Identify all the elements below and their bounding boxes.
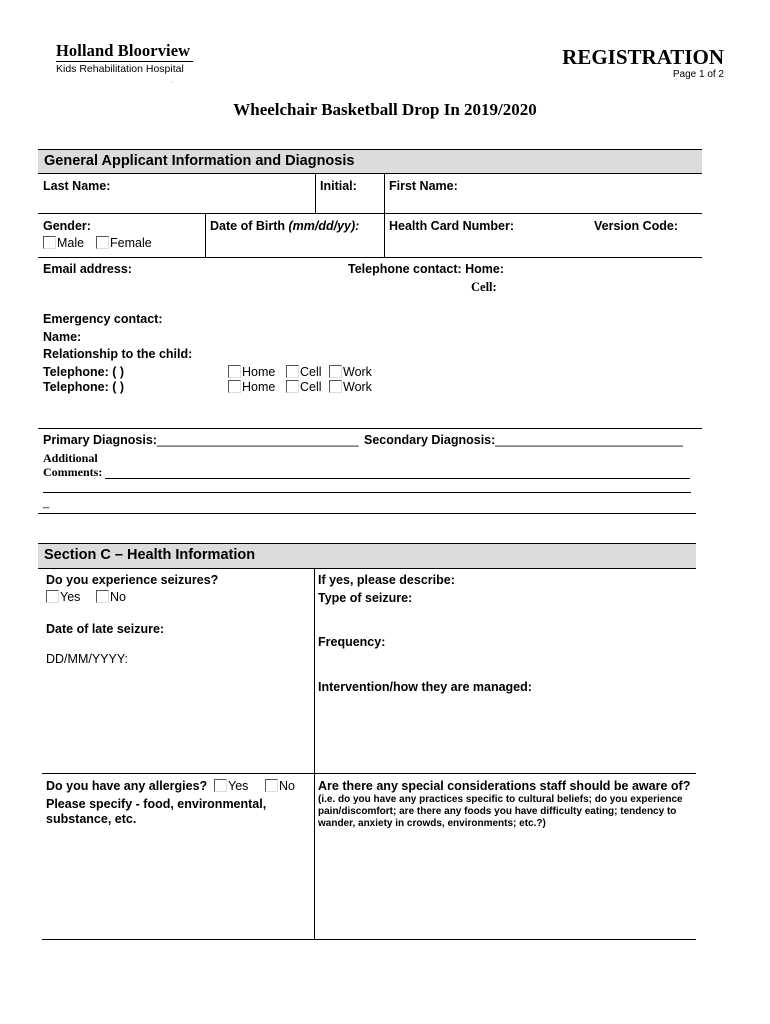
logo-name: Holland Bloorview (56, 41, 191, 60)
telephone-label: Telephone: (43, 380, 109, 394)
checkbox[interactable] (228, 380, 241, 393)
option-label: Yes (228, 779, 249, 793)
logo-dot: · (171, 80, 173, 86)
initial-field[interactable]: Initial: (320, 179, 357, 193)
telephone-label: Telephone: (43, 365, 109, 379)
checkbox[interactable] (329, 365, 342, 378)
checkbox[interactable] (228, 365, 241, 378)
phone1-work-option[interactable] (329, 365, 372, 379)
divider (42, 939, 696, 940)
telephone-home-field[interactable]: Telephone contact: Home: (348, 262, 505, 276)
phone1-cell-option[interactable] (286, 365, 322, 379)
dob-label: Date of Birth (210, 219, 289, 233)
option-label: Home (242, 365, 276, 379)
checkbox[interactable] (214, 779, 227, 792)
intervention-field[interactable]: Intervention/how they are managed: (318, 680, 532, 694)
allergies-question: Do you have any allergies? (46, 779, 208, 793)
cell-field[interactable]: Cell: (471, 280, 497, 294)
phone1-home-option[interactable] (228, 365, 275, 379)
divider (38, 513, 696, 514)
checkbox[interactable] (329, 380, 342, 393)
special-considerations-question[interactable]: Are there any special considerations staff should be aware of? (318, 779, 691, 793)
primary-diagnosis-label: Primary Diagnosis: (43, 433, 157, 447)
divider (38, 543, 696, 544)
relationship-field[interactable]: Relationship to the child: (43, 347, 193, 361)
frequency-field[interactable]: Frequency: (318, 635, 386, 649)
comments-label: Comments: (43, 465, 103, 479)
divider (314, 568, 315, 940)
emergency-name-field[interactable]: Name: (43, 330, 82, 344)
female-option[interactable] (96, 236, 152, 250)
version-code-field[interactable]: Version Code: (594, 219, 679, 233)
divider (205, 213, 206, 257)
divider (315, 173, 316, 213)
option-label: Cell (300, 380, 322, 394)
male-option[interactable] (43, 236, 84, 250)
additional-label: Additional (43, 451, 98, 465)
if-yes-label: If yes, please describe: (318, 573, 455, 587)
checkbox[interactable] (286, 365, 299, 378)
emergency-contact-label: Emergency contact: (43, 312, 163, 326)
female-checkbox[interactable] (96, 236, 109, 249)
comments-line[interactable] (43, 492, 691, 493)
divider (42, 773, 696, 774)
option-label: Work (343, 380, 372, 394)
section-heading-general: General Applicant Information and Diagnosis (38, 150, 702, 173)
allergies-no-option[interactable] (265, 779, 295, 793)
special-considerations-note: (i.e. do you have any practices specific to cultural beliefs; do you experience pain/discomfort; are there any foods you have difficulty eating; tendency to wander, anxiety in crowds, environments; etc.?) (318, 794, 683, 829)
logo-divider (56, 61, 193, 62)
primary-diagnosis-line: _____________________________ (156, 433, 359, 447)
comments-line[interactable] (105, 478, 690, 479)
divider (38, 213, 702, 214)
first-name-field[interactable]: First Name: (389, 179, 458, 193)
primary-diagnosis-field[interactable] (43, 433, 359, 447)
female-label: Female (110, 236, 152, 250)
section-heading-health: Section C – Health Information (38, 544, 696, 568)
divider (38, 568, 696, 569)
male-checkbox[interactable] (43, 236, 56, 249)
secondary-diagnosis-label: Secondary Diagnosis: (364, 433, 496, 447)
option-label: Home (242, 380, 276, 394)
email-field[interactable]: Email address: (43, 262, 132, 276)
option-label: Cell (300, 365, 322, 379)
allergies-specify-field[interactable]: Please specify - food, environmental, substance, etc. (46, 797, 267, 826)
phone2-home-option[interactable] (228, 380, 275, 394)
option-label: No (110, 590, 126, 604)
date-late-seizure-field[interactable]: Date of late seizure: (46, 622, 165, 636)
checkbox[interactable] (96, 590, 109, 603)
last-name-field[interactable]: Last Name: (43, 179, 111, 193)
seizures-no-option[interactable] (96, 590, 126, 604)
telephone-paren: ( ) (108, 365, 125, 379)
date-format-label: DD/MM/YYYY: (46, 652, 128, 666)
gender-label: Gender: (43, 219, 91, 233)
logo-subtitle: Kids Rehabilitation Hospital (56, 63, 184, 75)
phone2-work-option[interactable] (329, 380, 372, 394)
checkbox[interactable] (286, 380, 299, 393)
divider (38, 428, 702, 429)
divider (384, 173, 385, 257)
telephone-field-1[interactable] (43, 365, 124, 379)
document-title: Wheelchair Basketball Drop In 2019/2020 (233, 100, 537, 119)
divider (38, 257, 702, 258)
allergies-yes-option[interactable] (214, 779, 248, 793)
secondary-diagnosis-line: ___________________________ (495, 433, 683, 447)
dob-format: (mm/dd/yy): (288, 219, 360, 233)
page-title: REGISTRATION (562, 45, 724, 69)
trailing-underscore: _ (43, 497, 50, 509)
option-label: Yes (60, 590, 81, 604)
telephone-field-2[interactable] (43, 380, 124, 394)
date-of-birth-field[interactable] (210, 219, 359, 233)
divider (38, 149, 702, 150)
option-label: No (279, 779, 295, 793)
checkbox[interactable] (265, 779, 278, 792)
seizures-yes-option[interactable] (46, 590, 80, 604)
checkbox[interactable] (46, 590, 59, 603)
telephone-paren: ( ) (108, 380, 125, 394)
male-label: Male (57, 236, 85, 250)
page-number: Page 1 of 2 (672, 69, 724, 80)
type-of-seizure-field[interactable]: Type of seizure: (318, 591, 413, 605)
seizures-question: Do you experience seizures? (46, 573, 219, 587)
divider (38, 173, 702, 174)
option-label: Work (343, 365, 372, 379)
health-card-field[interactable]: Health Card Number: (389, 219, 515, 233)
secondary-diagnosis-field[interactable] (364, 433, 683, 447)
phone2-cell-option[interactable] (286, 380, 322, 394)
